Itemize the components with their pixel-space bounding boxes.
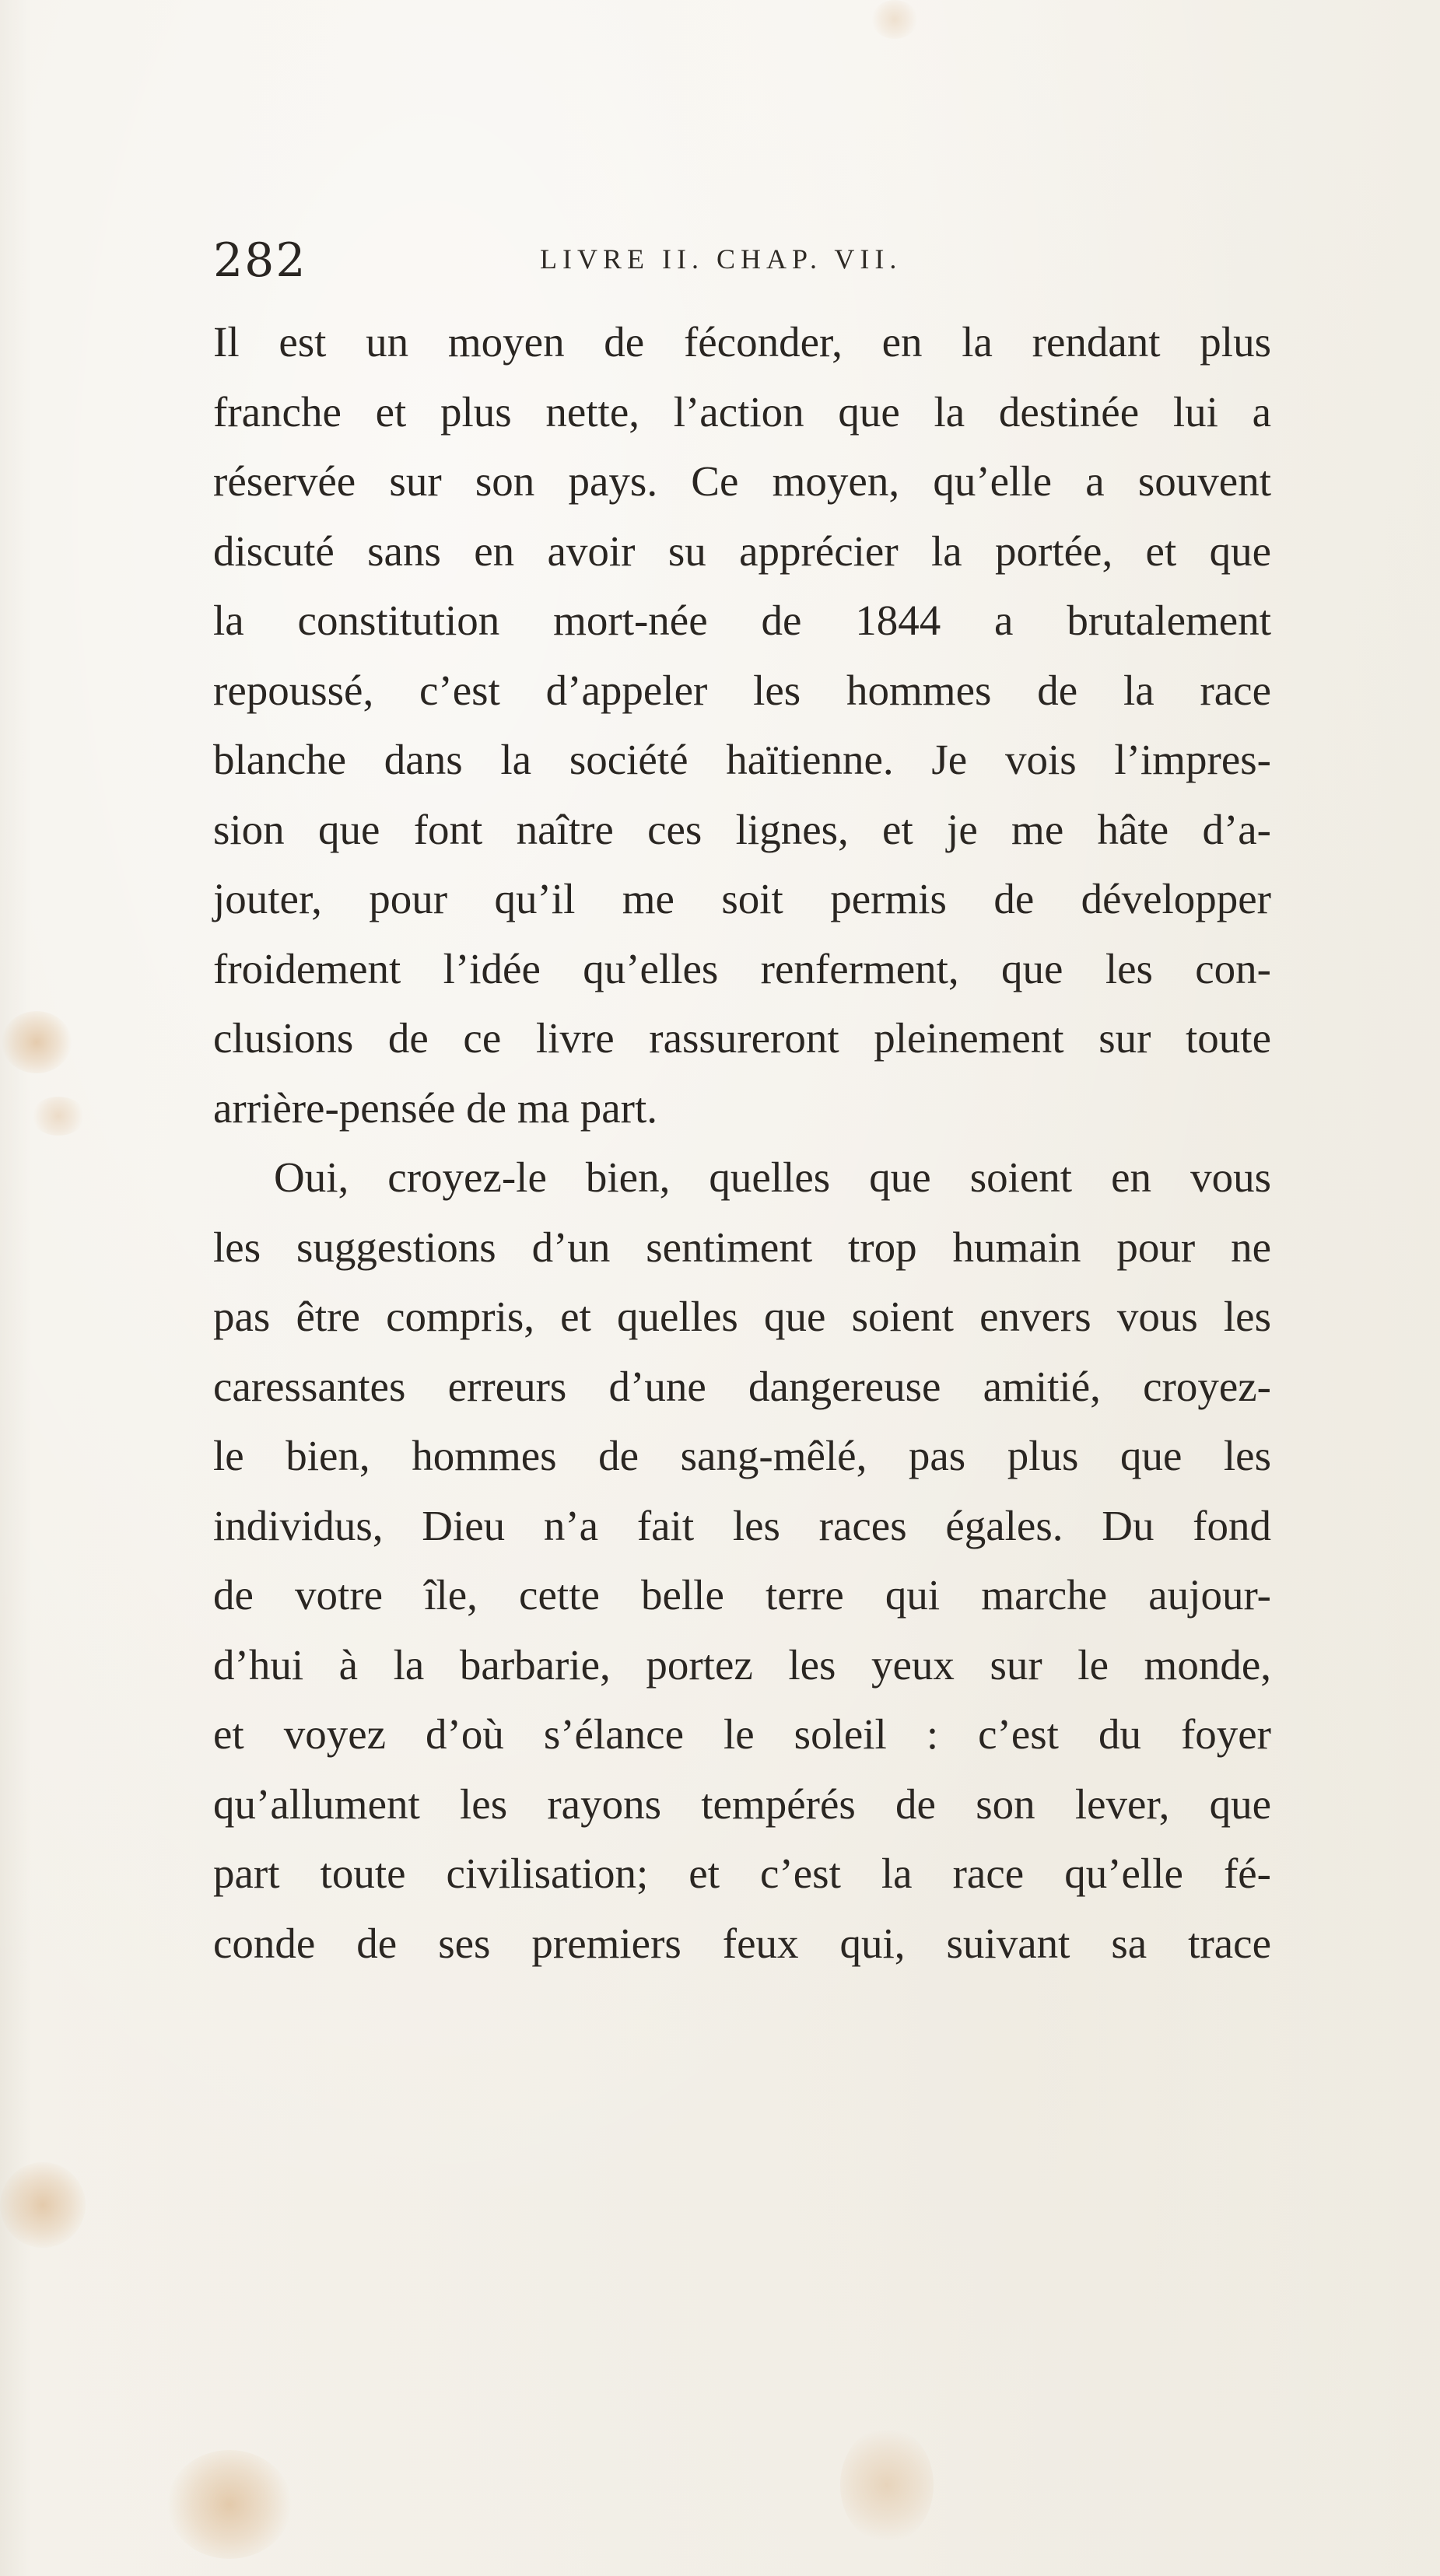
- foxing-stain: [31, 1097, 86, 1136]
- body-text: [213, 307, 1271, 1978]
- foxing-stain: [840, 2427, 934, 2543]
- text-line: d’hui à la barbarie, portez les yeux sur le monde,: [213, 1640, 1271, 1689]
- paragraph-1: [213, 307, 1271, 1143]
- text-line: individus, Dieu n’a fait les races égales. Du fond: [213, 1501, 1271, 1549]
- text-line: froidement l’idée qu’elles renferment, que les con-: [213, 944, 1271, 992]
- foxing-stain: [0, 2162, 86, 2248]
- text-line: repoussé, c’est d’appeler les hommes de la race: [213, 666, 1271, 714]
- text-line: qu’allument les rayons tempérés de son lever, que: [213, 1780, 1271, 1828]
- text-line: les suggestions d’un sentiment trop humain pour ne: [213, 1223, 1271, 1271]
- text-line: de votre île, cette belle terre qui marche aujour-: [213, 1571, 1271, 1619]
- foxing-stain: [167, 2450, 292, 2559]
- text-line: discuté sans en avoir su apprécier la portée, et que: [213, 527, 1271, 575]
- text-line: franche et plus nette, l’action que la destinée lui a: [213, 387, 1271, 436]
- page-number: 282: [213, 233, 307, 288]
- text-line: Oui, croyez-le bien, quelles que soient en vous: [274, 1153, 1271, 1201]
- text-line: Il est un moyen de féconder, en la rendant plus: [213, 318, 1271, 366]
- text-line: clusions de ce livre rassureront pleinement sur toute: [213, 1014, 1271, 1062]
- text-line: le bien, hommes de sang-mêlé, pas plus que les: [213, 1432, 1271, 1479]
- foxing-stain: [871, 0, 918, 39]
- chapter-heading: LIVRE II. CHAP. VII.: [540, 243, 902, 275]
- text-line: caressantes erreurs d’une dangereuse amitié, croyez-: [213, 1362, 1271, 1410]
- text-line: pas être compris, et quelles que soient envers vous les: [213, 1293, 1271, 1340]
- text-line: et voyez d’où s’élance le soleil : c’est du foyer: [213, 1710, 1271, 1758]
- text-line: réservée sur son pays. Ce moyen, qu’elle a souvent: [213, 457, 1271, 505]
- text-line: blanche dans la société haïtienne. Je vois l’impres-: [213, 736, 1271, 783]
- text-line: arrière-pensée de ma part.: [213, 1083, 658, 1132]
- text-line: jouter, pour qu’il me soit permis de développer: [213, 875, 1271, 922]
- paragraph-2: [213, 1143, 1271, 1978]
- text-line: conde de ses premiers feux qui, suivant sa trace: [213, 1919, 1271, 1967]
- text-line: sion que font naître ces lignes, et je me hâte d’a-: [213, 805, 1271, 853]
- foxing-stain: [2, 1011, 72, 1073]
- text-line: la constitution mort-née de 1844 a brutalement: [213, 597, 1271, 644]
- text-line: part toute civilisation; et c’est la race qu’elle fé-: [213, 1850, 1271, 1897]
- running-head: [213, 233, 1271, 296]
